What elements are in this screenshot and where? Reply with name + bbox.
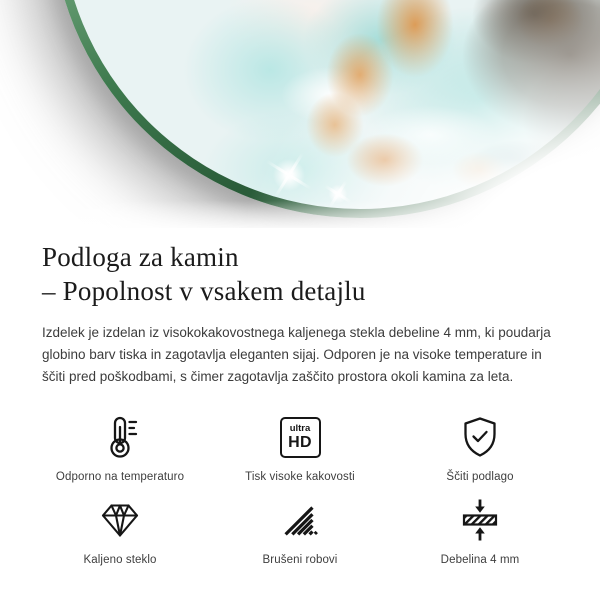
feature-icon-box [456, 412, 504, 462]
title-line-2: – Popolnost v vsakem detajlu [42, 276, 366, 306]
feature-thickness [390, 495, 570, 566]
glass-panel-edge [51, 0, 600, 218]
feature-protection [390, 412, 570, 483]
shield-check-icon [456, 413, 504, 461]
feature-icon-box [277, 495, 323, 545]
feature-icon-box [456, 495, 504, 545]
feature-tempered-glass [30, 495, 210, 566]
ultra-hd-badge-bottom-text: HD [288, 433, 312, 451]
ultra-hd-icon [280, 417, 321, 458]
product-description-section [0, 240, 600, 566]
feature-icon-box [280, 412, 321, 462]
title-line-1: Podloga za kamin [42, 242, 239, 272]
ultra-hd-badge-top-text: ultra [289, 423, 311, 435]
feature-label: Odporno na temperaturo [55, 471, 185, 483]
thermometer-icon [96, 413, 144, 461]
thickness-icon [456, 496, 504, 544]
feature-label: Tisk visoke kakovosti [245, 471, 355, 483]
feature-label: Ščiti podlago [446, 471, 514, 483]
feature-label: Debelina 4 mm [440, 554, 520, 566]
page-title [42, 240, 558, 308]
feature-label: Brušeni robovi [262, 554, 338, 566]
polished-edges-icon [277, 497, 323, 543]
product-description: Izdelek je izdelan iz visokokakovostnega kaljenega stekla debeline 4 mm, ki poudarja globino barv tiska in zagotavlja eleganten sijaj. Odporen je na visoke temperature in ščiti pred poškodbami, s čimer zagotavlja zaščito prostora okoli kamina za leta. [42, 325, 551, 384]
feature-icon-box [96, 495, 144, 545]
feature-icon-box [96, 412, 144, 462]
feature-label: Kaljeno steklo [83, 554, 157, 566]
glass-panel-artwork [60, 0, 600, 209]
feature-temperature [30, 412, 210, 483]
diamond-icon [96, 496, 144, 544]
feature-grid [30, 412, 570, 566]
feature-polished-edges [210, 495, 390, 566]
product-photo [0, 0, 600, 228]
feature-print-quality [210, 412, 390, 483]
